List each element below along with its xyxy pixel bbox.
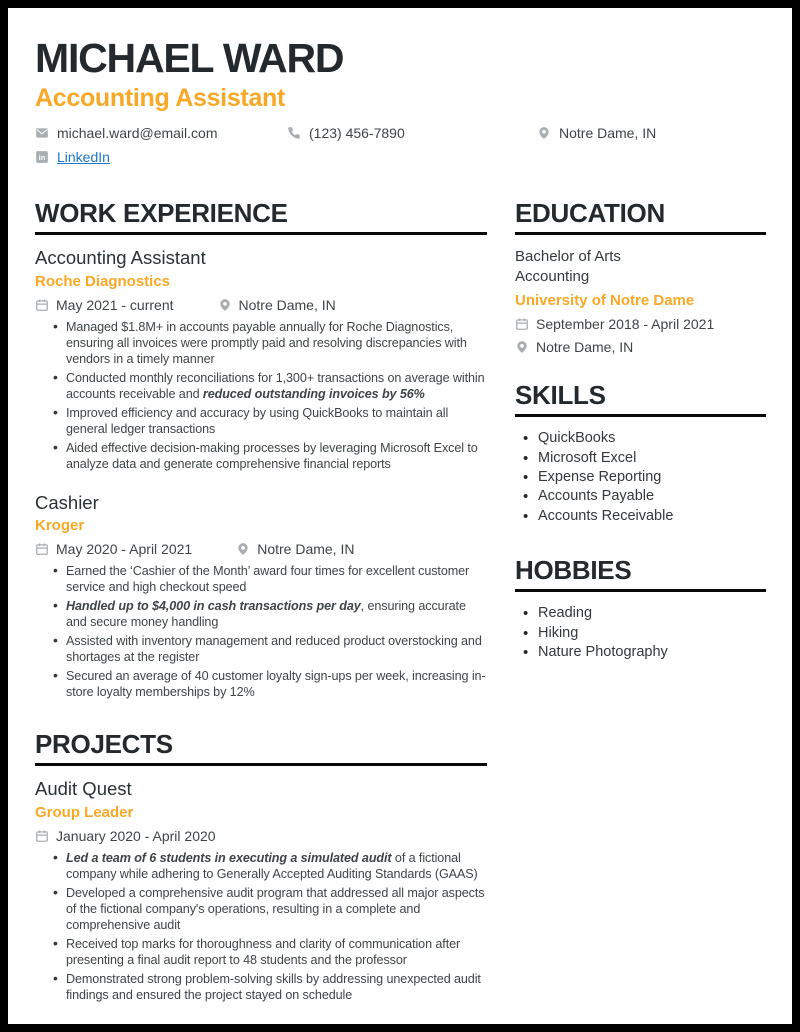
resume-header	[35, 37, 766, 165]
projects-section	[35, 730, 487, 1003]
person-name: MICHAEL WARD	[35, 35, 344, 81]
hobby-item: • Nature Photography	[523, 643, 766, 662]
dates	[35, 828, 216, 844]
project-meta	[35, 828, 487, 844]
bullet-item: • Earned the ‘Cashier of the Month’ award four times for excellent customer service and high checkout speed	[53, 563, 487, 595]
education-heading: EDUCATION	[515, 199, 766, 235]
content-columns	[35, 199, 766, 1003]
bullet-item: • Demonstrated strong problem-solving skills by addressing unexpected audit findings and ensured the project stayed on schedule	[53, 971, 487, 1003]
linkedin-icon	[35, 150, 49, 164]
dates-text: May 2020 - April 2021	[56, 541, 193, 558]
job-entry	[35, 247, 487, 472]
calendar-icon	[35, 542, 49, 556]
map-pin-icon	[537, 126, 551, 140]
work-entries	[35, 247, 487, 700]
education-location	[515, 339, 633, 355]
work-experience-heading: WORK EXPERIENCE	[35, 199, 487, 235]
highlight-text: Led a team of 6 students in executing a simulated audit	[66, 850, 392, 865]
skills-list	[515, 429, 766, 526]
job-meta	[35, 297, 487, 313]
job-entry	[35, 492, 487, 701]
linkedin-link[interactable]: LinkedIn	[57, 149, 110, 166]
education-section	[515, 199, 766, 355]
bullet-item: • Aided effective decision-making processes by leveraging Microsoft Excel to analyze data and generate comprehensive financial reports	[53, 440, 487, 472]
skill-item: • Accounts Receivable	[523, 507, 766, 526]
dates	[35, 541, 192, 557]
location	[236, 541, 354, 557]
bullet-item: • Developed a comprehensive audit program that addressed all major aspects of the fictional company's operations, resulting in a complete and comprehensive audit	[53, 885, 487, 933]
map-pin-icon	[218, 298, 232, 312]
contact-phone	[287, 125, 537, 141]
calendar-icon	[515, 317, 529, 331]
calendar-icon	[35, 829, 49, 843]
envelope-icon	[35, 126, 49, 140]
contact-info	[35, 125, 766, 165]
contact-email	[35, 125, 287, 141]
project-title: Audit Quest	[35, 778, 132, 800]
location-text: Notre Dame, IN	[559, 125, 657, 142]
skill-item: • Expense Reporting	[523, 468, 766, 487]
calendar-icon	[35, 298, 49, 312]
bullet-list	[35, 563, 487, 700]
job-meta	[35, 541, 487, 557]
bullet-item: • Assisted with inventory management and reduced product overstocking and shortages at the register	[53, 633, 487, 665]
project-entry	[35, 778, 487, 1003]
work-experience-section	[35, 199, 487, 700]
bullet-item: • Led a team of 6 students in executing a simulated audit of a fictional company while adhering to Generally Accepted Auditing Standards (GAAS)	[53, 850, 487, 882]
education-meta	[515, 316, 766, 355]
project-role: Group Leader	[35, 803, 134, 821]
job-title: Accounting Assistant	[35, 247, 206, 269]
location-text: Notre Dame, IN	[536, 338, 634, 355]
hobbies-section	[515, 556, 766, 662]
hobbies-list	[515, 604, 766, 662]
company-name: Roche Diagnostics	[35, 272, 171, 290]
bullet-list	[35, 319, 487, 472]
school-name: University of Notre Dame	[515, 291, 695, 309]
job-title: Cashier	[35, 491, 99, 513]
skills-section	[515, 381, 766, 526]
dates-text: September 2018 - April 2021	[536, 315, 715, 332]
location-text: Notre Dame, IN	[257, 541, 355, 558]
highlight-text: reduced outstanding invoices by 56%	[202, 386, 425, 401]
contact-location	[537, 125, 766, 141]
svg-text:in: in	[38, 153, 46, 163]
map-pin-icon	[515, 340, 529, 354]
phone-icon	[287, 126, 301, 140]
left-column	[35, 199, 487, 1003]
bullet-item: • Received top marks for thoroughness and clarity of communication after presenting a final audit report to 48 students and the professor	[53, 936, 487, 968]
bullet-list	[35, 850, 487, 1003]
dates-text: May 2021 - current	[56, 296, 174, 313]
skill-item: • Accounts Payable	[523, 487, 766, 506]
hobbies-heading: HOBBIES	[515, 556, 766, 592]
bullet-item: • Secured an average of 40 customer loyalty sign-ups per week, increasing in-store loyalty memberships by 12%	[53, 668, 487, 700]
highlight-text: Handled up to $4,000 in cash transactions per day	[66, 599, 361, 614]
bullet-item: • Improved efficiency and accuracy by using QuickBooks to maintain all general ledger transactions	[53, 405, 487, 437]
hobby-item: • Reading	[523, 604, 766, 623]
degree: Bachelor of Arts	[515, 248, 621, 266]
dates	[35, 297, 174, 313]
email-text: michael.ward@email.com	[57, 125, 218, 142]
right-column	[515, 199, 766, 1003]
skill-item: • Microsoft Excel	[523, 449, 766, 468]
location	[218, 297, 336, 313]
location-text: Notre Dame, IN	[238, 296, 336, 313]
project-entries	[35, 778, 487, 1003]
contact-linkedin	[35, 149, 287, 165]
phone-text: (123) 456-7890	[309, 125, 405, 142]
dates-text: January 2020 - April 2020	[56, 827, 216, 844]
skill-item: • QuickBooks	[523, 429, 766, 448]
person-job-title: Accounting Assistant	[35, 83, 286, 112]
bullet-item: • Managed $1.8M+ in accounts payable annually for Roche Diagnostics, ensuring all invoices were promptly paid and resolving discrepancies with vendors in a timely manner	[53, 319, 487, 367]
company-name: Kroger	[35, 517, 85, 535]
bullet-item: • Handled up to $4,000 in cash transactions per day, ensuring accurate and secure money handling	[53, 598, 487, 630]
field-of-study: Accounting	[515, 268, 590, 286]
bullet-item: • Conducted monthly reconciliations for 1,300+ transactions on average within accounts receivable and reduced outstanding invoices by 56%	[53, 370, 487, 402]
map-pin-icon	[236, 542, 250, 556]
projects-heading: PROJECTS	[35, 730, 487, 766]
hobby-item: • Hiking	[523, 624, 766, 643]
education-dates	[515, 316, 714, 332]
skills-heading: SKILLS	[515, 381, 766, 417]
